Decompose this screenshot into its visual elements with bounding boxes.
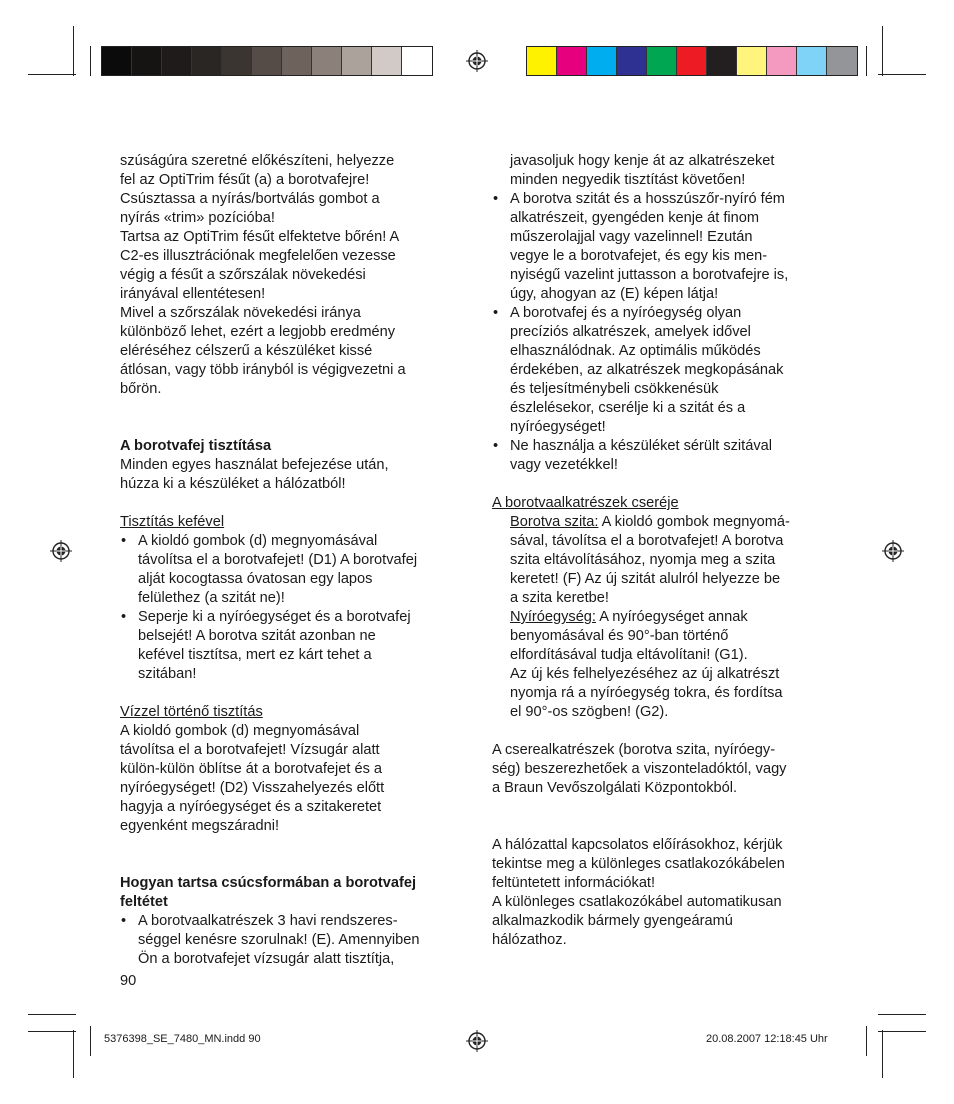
left-column	[120, 152, 470, 969]
maintenance-list	[120, 912, 470, 969]
section-heading-maintenance: Hogyan tartsa csúcsformában a borotvafej	[120, 875, 417, 891]
text-line: elhasználódnak. Az optimális működés	[510, 343, 761, 359]
list-item	[120, 608, 470, 684]
cmyk-color-bar	[526, 46, 858, 76]
registration-mark-icon	[50, 540, 72, 562]
text-line: szúságúra szeretné előkészíteni, helyezze	[120, 153, 395, 169]
section-heading-maintenance: feltétet	[120, 894, 168, 910]
color-swatch	[827, 47, 857, 75]
text-line: Minden egyes használat befejezése után,	[120, 457, 389, 473]
intro-text	[120, 152, 470, 399]
section-heading-cleaning: A borotvafej tisztítása	[120, 438, 272, 454]
text-line: Tartsa az OptiTrim fésűt elfektetve bőrén! A	[120, 229, 400, 245]
text-line: javasoljuk hogy kenje át az alkatrészeket	[510, 153, 775, 169]
text-line: Mivel a szőrszálak növekedési iránya	[120, 305, 361, 321]
text-line: hálózathoz.	[492, 932, 567, 948]
text-line: A különleges csatlakozókábel automatikusan	[492, 894, 782, 910]
crop-mark-top-h	[28, 1014, 76, 1015]
text-line: minden negyedik tisztítást követően!	[510, 172, 746, 188]
text-line: és teljesítménybeli csökkenésük	[510, 381, 719, 397]
color-swatch	[312, 47, 342, 75]
subheading-parts-replacement: A borotvaalkatrészek cseréje	[492, 495, 679, 511]
text-line: Az új kés felhelyezéséhez az új alkatrészt	[510, 666, 780, 682]
text-line: felülethez (a szitát ne)!	[138, 590, 285, 606]
color-swatch	[252, 47, 282, 75]
footer-file-info: 5376398_SE_7480_MN.indd 90	[104, 1033, 261, 1045]
text-line: A cserealkatrészek (borotva szita, nyíróegy-	[492, 742, 776, 758]
footer-timestamp: 20.08.2007 12:18:45 Uhr	[706, 1033, 828, 1045]
text-line: nyíróegységet!	[510, 419, 606, 435]
text-line: irányával ellentétesen!	[120, 286, 266, 302]
text-line: séggel kenésre szorulnak! (E). Amennyiben	[138, 932, 420, 948]
color-swatch	[587, 47, 617, 75]
crop-mark-br-v	[882, 1030, 883, 1078]
text-line: alkatrészeit, gyengéden kenje át finom	[510, 210, 760, 226]
list-item	[492, 437, 852, 475]
list-item	[492, 304, 852, 437]
text-line: Csúsztassa a nyírás/bortválás gombot a	[120, 191, 380, 207]
crop-mark-top-h2	[878, 1014, 926, 1015]
text-line: precíziós alkatrészek, amelyek idővel	[510, 324, 751, 340]
text-line: tekintse meg a különleges csatlakozókábelen	[492, 856, 785, 872]
cutter-label: Nyíróegység:	[510, 609, 596, 625]
color-swatch	[677, 47, 707, 75]
text-line: észlelésekor, cserélje ki a szitát és a	[510, 400, 746, 416]
text-line: úgy, ahogyan az (E) képen látja!	[510, 286, 719, 302]
text-line: elfordításával tudja eltávolítani! (G1).	[510, 647, 748, 663]
right-column	[492, 152, 852, 950]
crop-mark-tr-h	[878, 74, 926, 75]
text-line: eléréséhez célszerű a készüléket kissé	[120, 343, 373, 359]
crop-mark-br-v2	[866, 1026, 867, 1056]
crop-mark-bl-h	[28, 1031, 76, 1032]
text-line: • A borotvaalkatrészek 3 havi rendszeres-	[138, 913, 398, 929]
color-swatch	[647, 47, 677, 75]
crop-mark-tl-v	[73, 26, 74, 76]
text-line: a szita keretbe!	[510, 590, 609, 606]
text-line: • A borotvafej és a nyíróegység olyan	[510, 305, 742, 321]
text-line: műszerolajjal vagy vazelinnel! Ezután	[510, 229, 753, 245]
text-line: külön-külön öblítse át a borotvafejet és a	[120, 761, 383, 777]
maintenance-list-continued	[492, 190, 852, 475]
color-swatch	[162, 47, 192, 75]
color-swatch	[737, 47, 767, 75]
color-swatch	[192, 47, 222, 75]
text-line: nyíróegységet! (D2) Visszahelyezés előtt	[120, 780, 385, 796]
text-line: sával, távolítsa el a borotvafejet! A borotva	[510, 533, 784, 549]
text-line: végig a fésűt a szőrszálak növekedési	[120, 267, 366, 283]
color-swatch	[102, 47, 132, 75]
cutter-replacement	[492, 608, 852, 722]
text-line: különböző lehet, ezért a legjobb eredmény	[120, 324, 396, 340]
color-swatch	[707, 47, 737, 75]
text-line: átlósan, vagy több irányból is végigvezetni a	[120, 362, 406, 378]
crop-mark-tl-h	[28, 74, 76, 75]
registration-mark-icon	[882, 540, 904, 562]
crop-mark-bl-v	[73, 1030, 74, 1078]
text-line: bőrön.	[120, 381, 162, 397]
text-line: szitában!	[138, 666, 197, 682]
registration-mark-icon	[466, 1030, 488, 1052]
text-line: egyenként megszáradni!	[120, 818, 280, 834]
text-line: vagy vezetékkel!	[510, 457, 618, 473]
color-swatch	[797, 47, 827, 75]
text-line: nyiségű vazelint juttasson a borotvafejre is,	[510, 267, 789, 283]
subheading-brush-cleaning: Tisztítás kefével	[120, 514, 225, 530]
color-swatch	[132, 47, 162, 75]
color-swatch	[557, 47, 587, 75]
crop-mark-tr-v	[882, 26, 883, 76]
text-line: fel az OptiTrim fésűt (a) a borotvafejre!	[120, 172, 370, 188]
text-line: keretet! (F) Az új szitát alulról helyezze be	[510, 571, 781, 587]
registration-mark-icon	[466, 50, 488, 72]
text-line: alját kocogtassa óvatosan egy lapos	[138, 571, 373, 587]
crop-mark-tl-v2	[90, 46, 91, 76]
color-swatch	[222, 47, 252, 75]
color-swatch	[617, 47, 647, 75]
crop-mark-br-h	[878, 1031, 926, 1032]
foil-label: Borotva szita:	[510, 514, 599, 530]
color-swatch	[767, 47, 797, 75]
crop-mark-tr-v2	[866, 46, 867, 76]
text-line: C2-es illusztrációnak megfelelően vezesse	[120, 248, 396, 264]
page-number: 90	[120, 973, 137, 989]
brush-cleaning-list	[120, 532, 470, 684]
text-line: belsejét! A borotva szitát azonban ne	[138, 628, 376, 644]
text-line: benyomásával és 90°-ban történő	[510, 628, 729, 644]
text-line: el 90°-os szögben! (G2).	[510, 704, 669, 720]
crop-mark-bl-v2	[90, 1026, 91, 1056]
text-line: feltüntetett információkat!	[492, 875, 656, 891]
continuation-text	[492, 152, 852, 190]
text-line: távolítsa el a borotvafejet! Vízsugár alatt	[120, 742, 380, 758]
text-line: hagyja a nyíróegységet és a szitakeretet	[120, 799, 382, 815]
text-line: vegye le a borotvafejet, és egy kis men-	[510, 248, 768, 264]
color-swatch	[372, 47, 402, 75]
text-line: Ön a borotvafejet vízsugár alatt tisztítja,	[138, 951, 395, 967]
text-line: nyírás «trim» pozícióba!	[120, 210, 275, 226]
text-line: • Seperje ki a nyíróegységet és a borotvafej	[138, 609, 411, 625]
list-item	[120, 532, 470, 608]
text-line: A kioldó gombok (d) megnyomásával	[120, 723, 360, 739]
text-line: érdekében, az alkatrészek megkopásának	[510, 362, 784, 378]
subheading-water-cleaning: Vízzel történő tisztítás	[120, 704, 263, 720]
text-line: szita eltávolításához, nyomja meg a szita	[510, 552, 776, 568]
list-item	[492, 190, 852, 304]
text-line: • A borotva szitát és a hosszúszőr-nyíró fém	[510, 191, 785, 207]
text-line: • A kioldó gombok (d) megnyomásával	[138, 533, 378, 549]
text-line: kefével tisztítsa, mert ez kárt tehet a	[138, 647, 372, 663]
list-item	[120, 912, 470, 969]
text-line: nyomja rá a nyíróegység tokra, és fordítsa	[510, 685, 783, 701]
text-line: ség) beszerezhetőek a viszonteladóktól, vagy	[492, 761, 787, 777]
text-line: a Braun Vevőszolgálati Központokból.	[492, 780, 738, 796]
grayscale-color-bar	[101, 46, 433, 76]
text-line: A kioldó gombok megnyomá-	[598, 514, 790, 530]
text-line: húzza ki a készüléket a hálózatból!	[120, 476, 346, 492]
text-line: • Ne használja a készüléket sérült szitával	[510, 438, 773, 454]
text-line: A nyíróegységet annak	[595, 609, 748, 625]
text-line: A hálózattal kapcsolatos előírásokhoz, kérjük	[492, 837, 783, 853]
text-line: távolítsa el a borotvafejet! (D1) A borotvafej	[138, 552, 418, 568]
color-swatch	[342, 47, 372, 75]
color-swatch	[402, 47, 432, 75]
color-swatch	[282, 47, 312, 75]
color-swatch	[527, 47, 557, 75]
text-line: alkalmazkodik bármely gyengeáramú	[492, 913, 733, 929]
foil-replacement	[492, 513, 852, 608]
